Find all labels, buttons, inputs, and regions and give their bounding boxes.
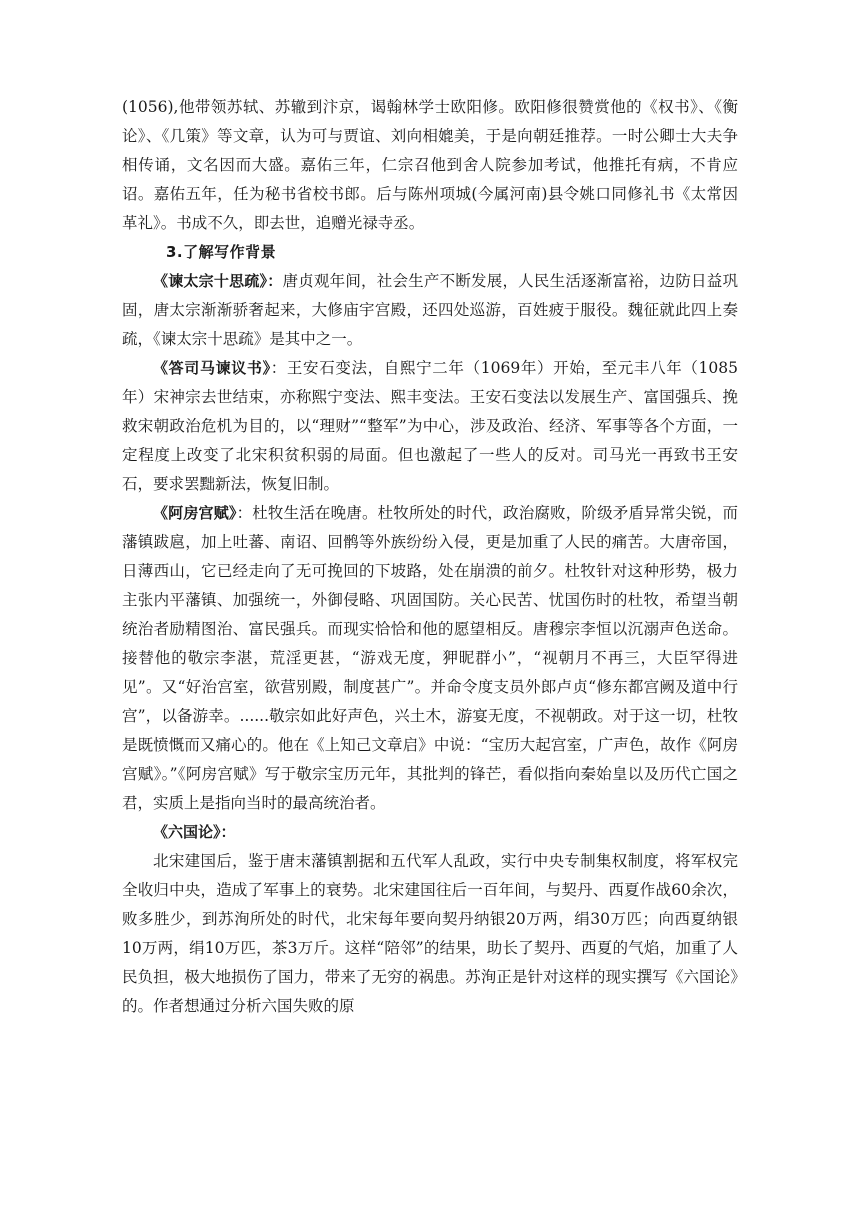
document-page <box>122 93 738 1021</box>
essay-title-term: 《答司马谏议书》 <box>153 359 271 377</box>
paragraph-jian-taizong <box>122 267 738 354</box>
paragraph-liuguo-heading <box>122 818 738 847</box>
paragraph-author-bio: (1056),他带领苏轼、苏辙到汴京，谒翰林学士欧阳修。欧阳修很赞赏他的《权书》、《衡论》、《几策》等文章，认为可与贾谊、刘向相媲美，于是向朝廷推荐。一时公卿士大夫争相传诵，文名因而大盛。嘉佑三年，仁宗召他到舍人院参加考试，他推托有病，不肯应诏。嘉佑五年，任为秘书省校书郎。后与陈州项城(今属河南)县令姚口同修礼书《太常因革礼》。书成不久，即去世，追赠光禄寺丞。 <box>122 98 738 232</box>
section-heading: 3.了解写作背景 <box>166 243 277 261</box>
paragraph-text: 唐贞观年间，社会生产不断发展，人民生活逐渐富裕，边防日益巩固，唐太宗渐渐骄奢起来，大修庙宇宫殿，还四处巡游，百姓疲于服役。魏征就此四上奏疏，《谏太宗十思疏》是其中之一。 <box>122 272 738 348</box>
essay-title-term: 《六国论》： <box>153 823 236 841</box>
essay-title-term: 《谏太宗十思疏》： <box>153 272 283 290</box>
paragraph-afang-gong <box>122 499 738 818</box>
paragraph-da-sima <box>122 354 738 499</box>
paragraph-text: ：杜牧生活在晚唐。杜牧所处的时代，政治腐败，阶级矛盾异常尖锐，而藩镇跋扈，加上吐蕃、南诏、回鹘等外族纷纷入侵，更是加重了人民的痛苦。大唐帝国，日薄西山，它已经走向了无可挽回的下坡路，处在崩溃的前夕。杜牧针对这种形势，极力主张内平藩镇、加强统一，外御侵略、巩固国防。关心民苦、忧国伤时的杜牧，希望当朝统治者励精图治、富民强兵。而现实恰恰和他的愿望相反。唐穆宗李恒以沉溺声色送命。接替他的敬宗李湛，荒淫更甚，“游戏无度，狎昵群小”，“视朝月不再三，大臣罕得进见”。又“好治宫室，欲营别殿，制度甚广”。并命令度支员外郎卢贞“修东都宫阙及道中行宫”，以备游幸。......敬宗如此好声色，兴土木，游宴无度，不视朝政。对于这一切，杜牧是既愤慨而又痛心的。他在《上知己文章启》中说：“宝历大起宫室，广声色，故作《阿房宫赋》。”《阿房宫赋》写于敬宗宝历元年，其批判的锋芒，看似指向秦始皇以及历代亡国之君，实质上是指向当时的最高统治者。 <box>122 504 738 812</box>
essay-title-term: 《阿房宫赋》 <box>153 504 237 522</box>
paragraph-text: ：王安石变法，自熙宁二年（1069年）开始，至元丰八年（1085年）宋神宗去世结束，亦称熙宁变法、熙丰变法。王安石变法以发展生产、富国强兵、挽救宋朝政治危机为目的，以“理财”“整军”为中心，涉及政治、经济、军事等各个方面，一定程度上改变了北宋积贫积弱的局面。但也激起了一些人的反对。司马光一再致书王安石，要求罢黜新法，恢复旧制。 <box>122 359 738 493</box>
paragraph-liuguo-body: 北宋建国后，鉴于唐末藩镇割据和五代军人乱政，实行中央专制集权制度，将军权完全收归中央，造成了军事上的衰势。北宋建国往后一百年间，与契丹、西夏作战60余次，败多胜少，到苏洵所处的时代，北宋每年要向契丹纳银20万两，绢30万匹；向西夏纳银10万两，绢10万匹，茶3万斤。这样“陪邻”的结果，助长了契丹、西夏的气焰，加重了人民负担，极大地损伤了国力，带来了无穷的祸患。苏洵正是针对这样的现实撰写《六国论》的。作者想通过分析六国失败的原 <box>122 852 738 1015</box>
